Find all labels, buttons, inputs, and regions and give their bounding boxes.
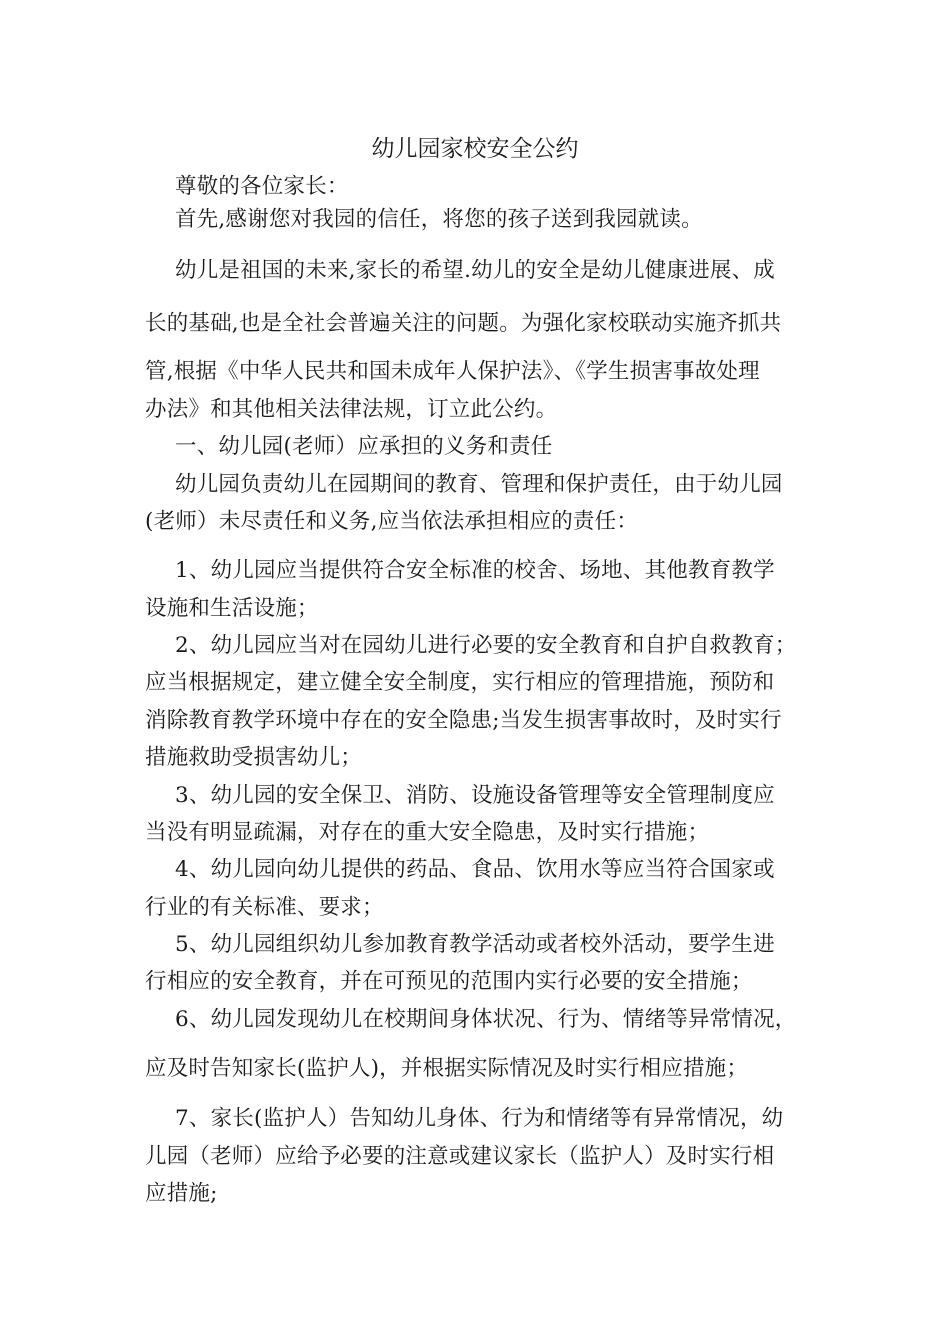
clause-7-line: 儿园（老师）应给予必要的注意或建议家长（监护人）及时实行相 — [145, 1144, 775, 1169]
clause-3-line: 3、幼儿园的安全保卫、消防、设施设备管理等安全管理制度应 — [175, 783, 775, 808]
preamble-line: 管,根据《中华人民共和国未成年人保护法》、《学生损害事故处理 — [145, 359, 760, 384]
clause-7-line: 7、家长(监护人）告知幼儿身体、行为和情绪等有异常情况，幼 — [175, 1106, 784, 1131]
preamble-line: 幼儿是祖国的未来,家长的希望.幼儿的安全是幼儿健康进展、成 — [175, 258, 775, 283]
section-intro-line: 幼儿园负责幼儿在园期间的教育、管理和保护责任，由于幼儿园 — [175, 472, 783, 497]
clause-2-line: 应当根据规定，建立健全安全制度，实行相应的管理措施，预防和 — [145, 670, 775, 695]
salutation: 尊敬的各位家长： — [175, 174, 349, 199]
clause-5-line: 行相应的安全教育，并在可预见的范围内实行必要的安全措施； — [145, 969, 753, 994]
clause-2-line: 措施救助受损害幼儿； — [145, 745, 363, 770]
section-intro-line: (老师）未尽责任和义务,应当依法承担相应的责任： — [145, 509, 639, 534]
preamble-line: 办法》和其他相关法律法规，订立此公约。 — [145, 397, 558, 422]
clause-2-line: 2、幼儿园应当对在园幼儿进行必要的安全教育和自护自救教育； — [175, 633, 797, 658]
clause-6-line: 应及时告知家长(监护人)，并根据实际情况及时实行相应措施； — [145, 1056, 749, 1081]
clause-1-line: 1、幼儿园应当提供符合安全标准的校舍、场地、其他教育教学 — [175, 558, 775, 583]
clause-4-line: 4、幼儿园向幼儿提供的药品、食品、饮用水等应当符合国家或 — [175, 857, 775, 882]
preamble-line: 长的基础,也是全社会普遍关注的问题。为强化家校联动实施齐抓共 — [145, 311, 782, 336]
clause-2-line: 消除教育教学环境中存在的安全隐患;当发生损害事故时，及时实行 — [145, 708, 782, 733]
clause-6-line: 6、幼儿园发现幼儿在校期间身体状况、行为、情绪等异常情况， — [175, 1007, 797, 1032]
clause-4-line: 行业的有关标准、要求； — [145, 895, 384, 920]
intro-line: 首先,感谢您对我园的信任，将您的孩子送到我园就读。 — [175, 207, 703, 232]
clause-3-line: 当没有明显疏漏，对存在的重大安全隐患，及时实行措施； — [145, 820, 710, 845]
document-title: 幼儿园家校安全公约 — [371, 136, 579, 162]
clause-7-line: 应措施; — [145, 1181, 218, 1206]
section-heading: 一、幼儿园(老师）应承担的义务和责任 — [175, 434, 553, 459]
clause-5-line: 5、幼儿园组织幼儿参加教育教学活动或者校外活动，要学生进 — [175, 932, 775, 957]
clause-1-line: 设施和生活设施； — [145, 596, 319, 621]
